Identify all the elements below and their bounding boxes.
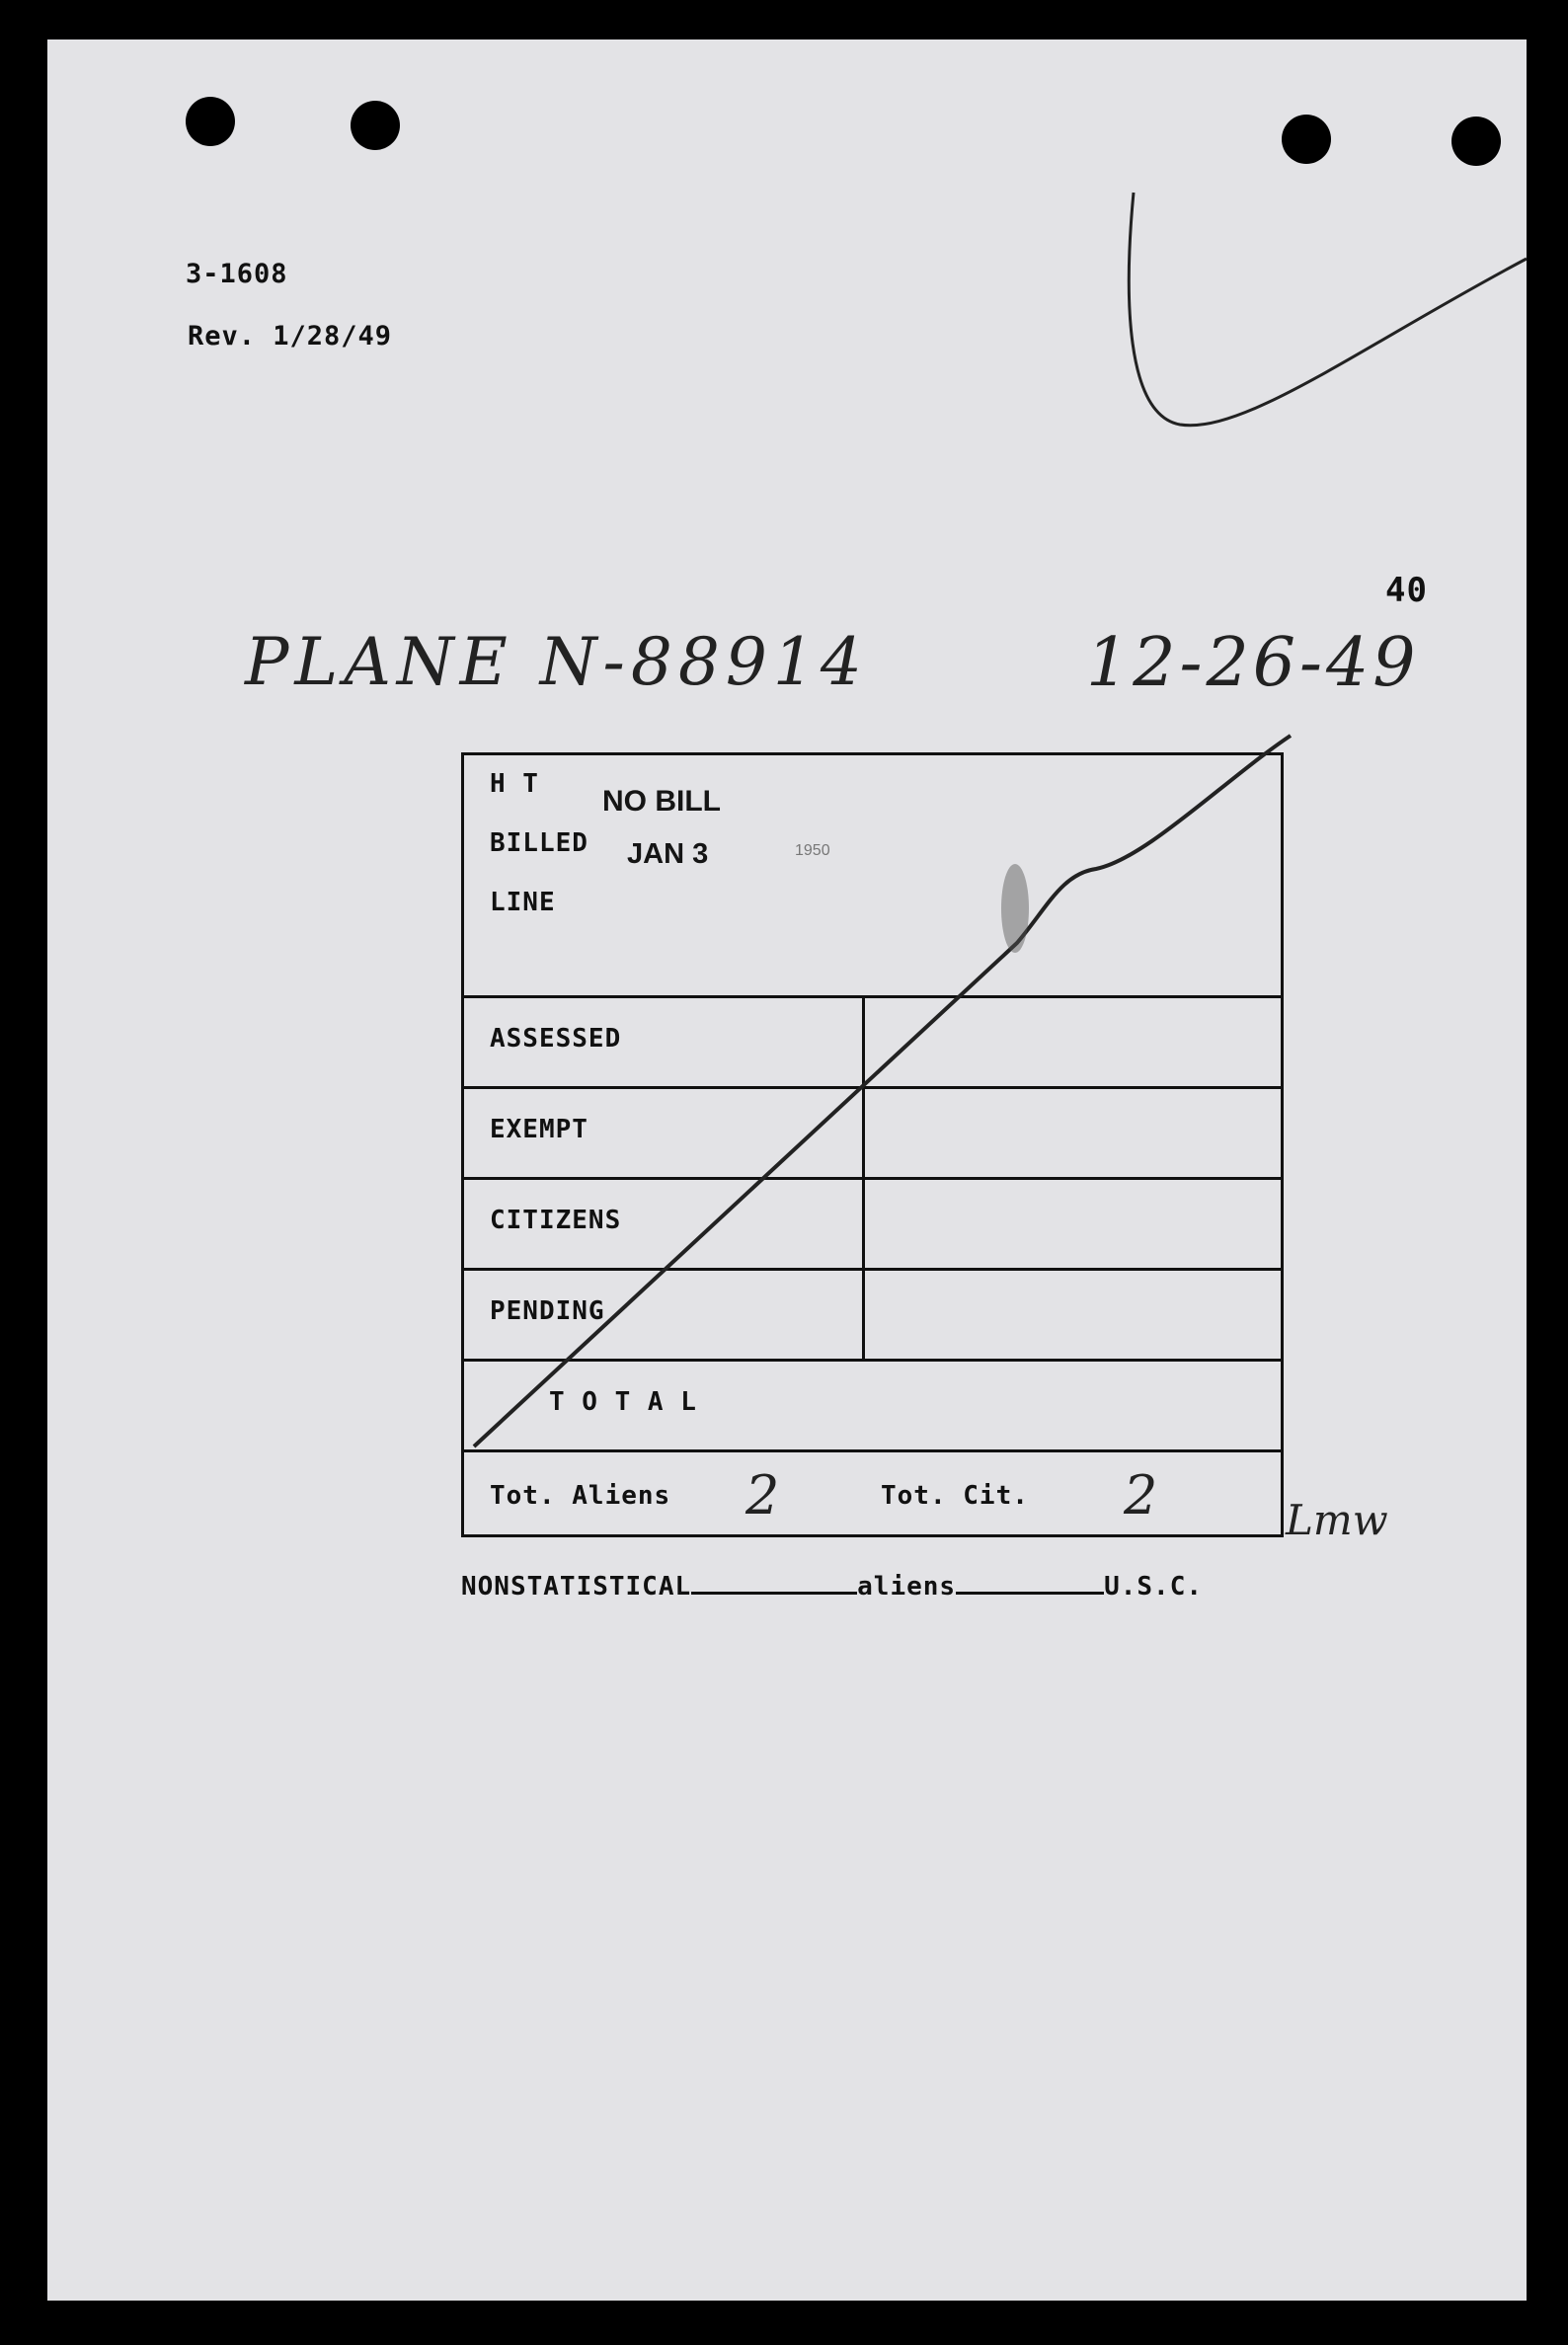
label-pending: PENDING [490,1296,605,1326]
label-total-aliens: Tot. Aliens [490,1481,671,1511]
handwritten-initials: Lmw [1286,1496,1388,1544]
label-line: LINE [490,888,556,917]
stamp-year: 1950 [795,842,830,859]
value-total-aliens: 2 [745,1464,780,1526]
label-assessed: ASSESSED [490,1024,622,1054]
ink-smudge [1001,864,1029,953]
handwritten-date: 12-26-49 [1086,624,1420,702]
label-total-citizens: Tot. Cit. [881,1481,1029,1511]
stamp-date: JAN 3 [627,838,709,870]
label-ht: H T [490,769,539,799]
value-total-citizens: 2 [1124,1464,1158,1526]
label-usc: U.S.C. [1104,1572,1203,1602]
check-mark-stroke [1129,193,1527,426]
stamp-no-bill: NO BILL [602,785,721,818]
form-revision: Rev. 1/28/49 [188,321,393,352]
label-nonstatistical: NONSTATISTICAL [461,1572,692,1602]
diagonal-cancel-line [474,736,1291,1446]
label-aliens: aliens [857,1572,957,1602]
label-exempt: EXEMPT [490,1115,588,1144]
form-number: 3-1608 [186,259,288,289]
label-billed: BILLED [490,828,588,858]
handwritten-plane-id: PLANE N-88914 [245,624,868,700]
label-total: T O T A L [549,1387,697,1417]
page-mark: 40 [1385,571,1428,610]
label-citizens: CITIZENS [490,1206,622,1235]
